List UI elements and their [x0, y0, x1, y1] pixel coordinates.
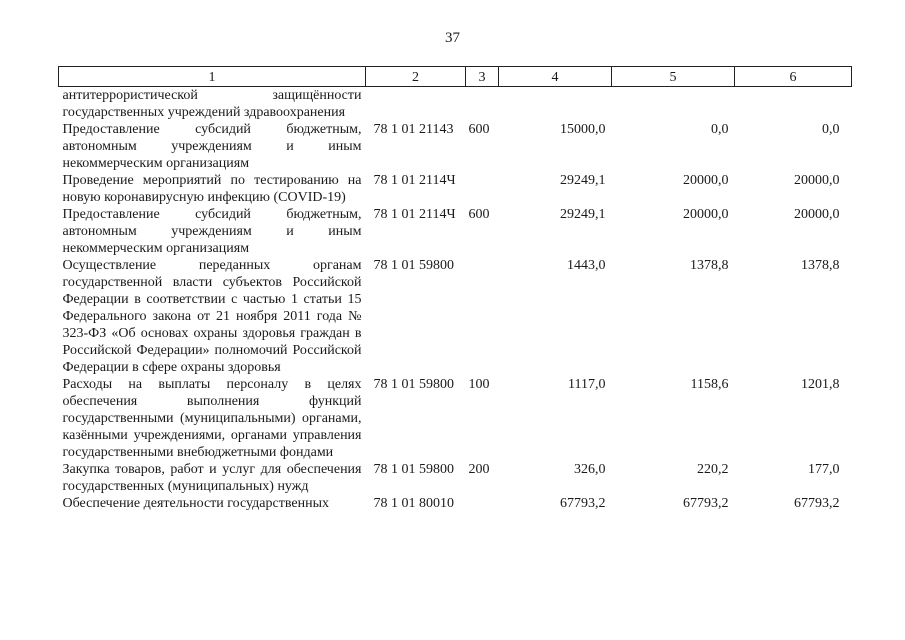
- row-value-2: 1158,6: [690, 377, 729, 392]
- row-expense-type: [466, 257, 499, 376]
- table-row: [59, 495, 852, 512]
- row-value-3: 20000,0: [794, 207, 840, 222]
- row-value-3: 1378,8: [801, 258, 840, 273]
- table-row: [59, 206, 852, 257]
- header-col-1: 1: [59, 67, 366, 87]
- table-row: [59, 461, 852, 495]
- table-row: [59, 172, 852, 206]
- row-name: Предоставление субсидий бюджетным, автономным учреждениям и иным некоммерческим организациям: [62, 122, 362, 171]
- row-name: Проведение мероприятий по тестированию на новую коронавирусную инфекцию (COVID-19): [62, 173, 362, 205]
- row-code: 78 1 01 21143: [373, 122, 454, 137]
- table-row: [59, 257, 852, 376]
- row-value-3: [735, 87, 852, 122]
- row-code: 78 1 01 59800: [373, 462, 454, 477]
- row-name: Обеспечение деятельности государственных: [62, 496, 329, 511]
- row-value-2: 0,0: [711, 122, 729, 137]
- row-value-2: 220,2: [697, 462, 729, 477]
- row-expense-type: [466, 495, 499, 512]
- header-col-5: 5: [612, 67, 735, 87]
- table-body: [59, 87, 852, 513]
- row-value-3: 0,0: [822, 122, 840, 137]
- row-name: Расходы на выплаты персоналу в целях обеспечения выполнения функций государственными (муниципальными) органами, казёнными учреждениями, органами управления государственными внебюджетными фондами: [62, 377, 362, 460]
- row-expense-type: 600: [468, 122, 490, 137]
- row-expense-type: 600: [468, 207, 490, 222]
- header-col-3: 3: [466, 67, 499, 87]
- row-expense-type: [466, 87, 499, 122]
- row-name: Осуществление переданных органам государственной власти субъектов Российской Федерации в соответствии с частью 1 статьи 15 Федерального закона от 21 ноября 2011 года № 323-ФЗ «Об основах охраны здоровья граждан в Российской Федерации» полномочий Российской Федерации в сфере охраны здоровья: [62, 258, 362, 375]
- header-row: [59, 67, 852, 87]
- row-value-1: 326,0: [574, 462, 606, 477]
- row-code: 78 1 01 59800: [373, 258, 454, 273]
- row-value-1: [499, 87, 612, 122]
- row-value-2: 20000,0: [683, 173, 729, 188]
- row-value-3: 177,0: [808, 462, 840, 477]
- table-row: [59, 87, 852, 122]
- row-name: антитеррористической защищённости государственных учреждений здравоохранения: [62, 88, 362, 120]
- row-value-2: 20000,0: [683, 207, 729, 222]
- row-value-1: 15000,0: [560, 122, 606, 137]
- row-code: 78 1 01 2114Ч: [373, 173, 456, 188]
- row-expense-type: [466, 172, 499, 206]
- table-row: [59, 376, 852, 461]
- row-code: 78 1 01 2114Ч: [373, 207, 456, 222]
- budget-table: [58, 66, 852, 512]
- row-value-3: 1201,8: [801, 377, 840, 392]
- row-value-3: 20000,0: [794, 173, 840, 188]
- row-expense-type: 100: [468, 377, 490, 392]
- row-code: 78 1 01 59800: [373, 377, 454, 392]
- row-value-2: 67793,2: [683, 496, 729, 511]
- table-row: [59, 121, 852, 172]
- header-col-6: 6: [735, 67, 852, 87]
- row-value-1: 29249,1: [560, 173, 606, 188]
- table-header: [59, 67, 852, 87]
- row-value-1: 1117,0: [568, 377, 606, 392]
- row-value-2: [612, 87, 735, 122]
- row-code: [366, 87, 466, 122]
- row-value-1: 29249,1: [560, 207, 606, 222]
- row-name: Предоставление субсидий бюджетным, автономным учреждениям и иным некоммерческим организациям: [62, 207, 362, 256]
- row-code: 78 1 01 80010: [373, 496, 454, 511]
- row-value-1: 67793,2: [560, 496, 606, 511]
- row-value-1: 1443,0: [567, 258, 606, 273]
- header-col-2: 2: [366, 67, 466, 87]
- row-value-2: 1378,8: [690, 258, 729, 273]
- row-expense-type: 200: [468, 462, 490, 477]
- header-col-4: 4: [499, 67, 612, 87]
- row-value-3: 67793,2: [794, 496, 840, 511]
- page-number: 37: [445, 30, 460, 46]
- row-name: Закупка товаров, работ и услуг для обеспечения государственных (муниципальных) нужд: [62, 462, 362, 494]
